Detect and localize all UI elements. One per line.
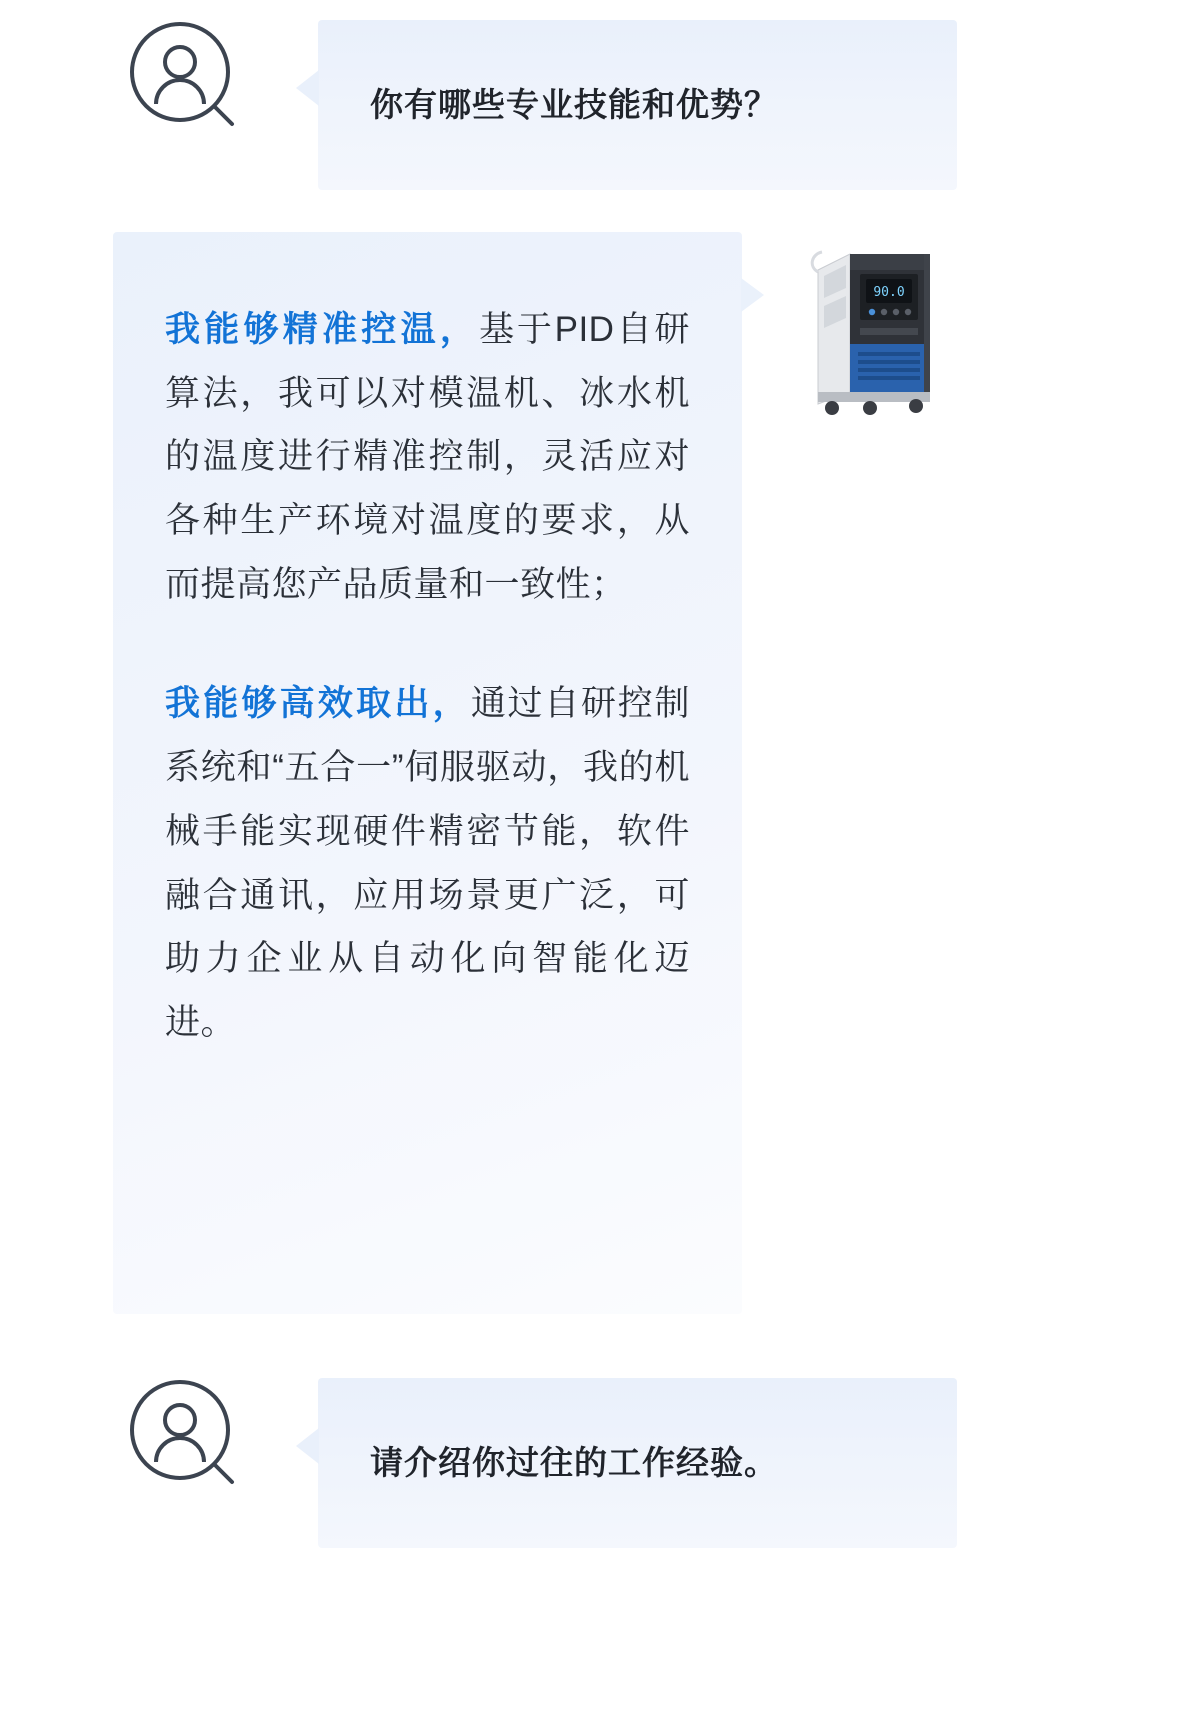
message-row-assistant (113, 232, 742, 1314)
question-text-1: 你有哪些专业技能和优势？ (370, 85, 778, 123)
question-bubble-1[interactable] (318, 20, 957, 190)
answer-body-2: 通过自研控制系统和“五合一”伺服驱动，我的机械手能实现硬件精密节能，软件融合通讯，应用场景更广泛，可助力企业从自动化向智能化迈进。 (165, 684, 690, 1042)
mold-temperature-controller-image (806, 232, 966, 422)
controller-display-value: 90.0 (873, 285, 905, 300)
message-row-user-1 (128, 20, 957, 190)
user-avatar-icon (128, 1378, 240, 1490)
answer-highlight-1: 我能够精准控温， (165, 310, 480, 349)
bubble-tail-icon (296, 1428, 319, 1464)
message-row-user-2 (128, 1378, 957, 1548)
user-avatar-icon (128, 20, 240, 132)
bubble-tail-icon (741, 278, 764, 312)
question-bubble-2[interactable] (318, 1378, 957, 1548)
bubble-tail-icon (296, 70, 319, 106)
answer-bubble[interactable] (113, 232, 742, 1314)
answer-paragraph-1 (165, 298, 690, 616)
answer-paragraph-2 (165, 672, 690, 1054)
answer-body-1: 基于PID自研算法，我可以对模温机、冰水机的温度进行精准控制，灵活应对各种生产环境对温度的要求，从而提高您产品质量和一致性； (165, 310, 690, 604)
answer-highlight-2: 我能够高效取出， (165, 684, 471, 724)
question-text-2: 请介绍你过往的工作经验。 (370, 1443, 778, 1481)
